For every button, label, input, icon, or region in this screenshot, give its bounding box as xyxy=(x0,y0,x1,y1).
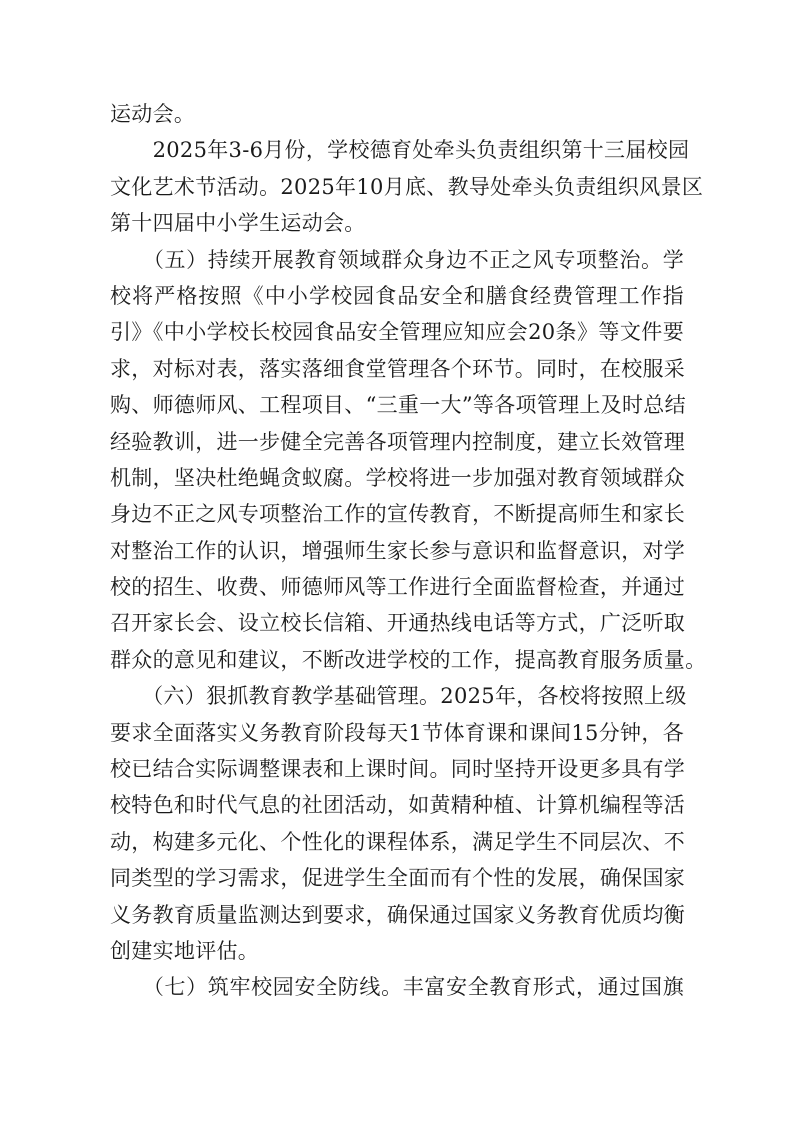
text-line: 2025年3-6月份，学校德育处牵头负责组织第十三届校园 xyxy=(110,138,690,163)
paragraph-section-seven xyxy=(110,969,684,1005)
text-line: 创建实地评估。 xyxy=(110,938,260,963)
text-line: 引》《中小学校长校园食品安全管理应知应会20条》等文件要 xyxy=(110,320,684,345)
text-line: 文化艺术节活动。2025年10月底、教导处牵头负责组织风景区 xyxy=(110,174,704,199)
text-line: 运动会。 xyxy=(110,102,196,126)
text-line: 身边不正之风专项整治工作的宣传教育，不断提高师生和家长 xyxy=(110,502,686,527)
text-line: 同类型的学习需求，促进学生全面而有个性的发展，确保国家 xyxy=(110,866,686,891)
text-line: 群众的意见和建议，不断改进学校的工作，提高教育服务质量。 xyxy=(110,647,707,672)
paragraph-section-five xyxy=(110,242,707,679)
paragraph-art-festival xyxy=(110,132,704,241)
text-line: （七）筑牢校园安全防线。丰富安全教育形式，通过国旗 xyxy=(110,975,684,1000)
text-line: 动，构建多元化、个性化的课程体系，满足学生不同层次、不 xyxy=(110,829,686,854)
text-line: 校的招生、收费、师德师风等工作进行全面监督检查，并通过 xyxy=(110,575,686,600)
text-line: 对整治工作的认识，增强师生家长参与意识和监督意识，对学 xyxy=(110,538,686,563)
text-line: 要求全面落实义务教育阶段每天1节体育课和课间15分钟，各 xyxy=(110,720,684,745)
text-line: 校特色和时代气息的社团活动，如黄精种植、计算机编程等活 xyxy=(110,793,686,818)
text-line: 校已结合实际调整课表和上课时间。同时坚持开设更多具有学 xyxy=(110,757,686,782)
paragraph-continuation xyxy=(110,96,684,132)
text-line: 校将严格按照《中小学校园食品安全和膳食经费管理工作指 xyxy=(110,283,684,308)
text-line: 购、师德师风、工程项目、“三重一大”等各项管理上及时总结 xyxy=(110,393,686,418)
text-line: 第十四届中小学生运动会。 xyxy=(110,211,366,236)
text-line: 义务教育质量监测达到要求，确保通过国家义务教育优质均衡 xyxy=(110,902,686,927)
document-body xyxy=(110,96,707,1006)
text-line: 机制，坚决杜绝蝇贪蚁腐。学校将进一步加强对教育领域群众 xyxy=(110,465,686,490)
paragraph-section-six xyxy=(110,678,687,969)
text-line: 经验教训，进一步健全完善各项管理内控制度，建立长效管理 xyxy=(110,429,686,454)
text-line: 召开家长会、设立校长信箱、开通热线电话等方式，广泛听取 xyxy=(110,611,686,636)
text-line: 求，对标对表，落实落细食堂管理各个环节。同时，在校服采 xyxy=(110,356,686,381)
text-line: （五）持续开展教育领域群众身边不正之风专项整治。学 xyxy=(110,247,684,272)
text-line: （六）狠抓教育教学基础管理。2025年，各校将按照上级 xyxy=(110,684,687,709)
